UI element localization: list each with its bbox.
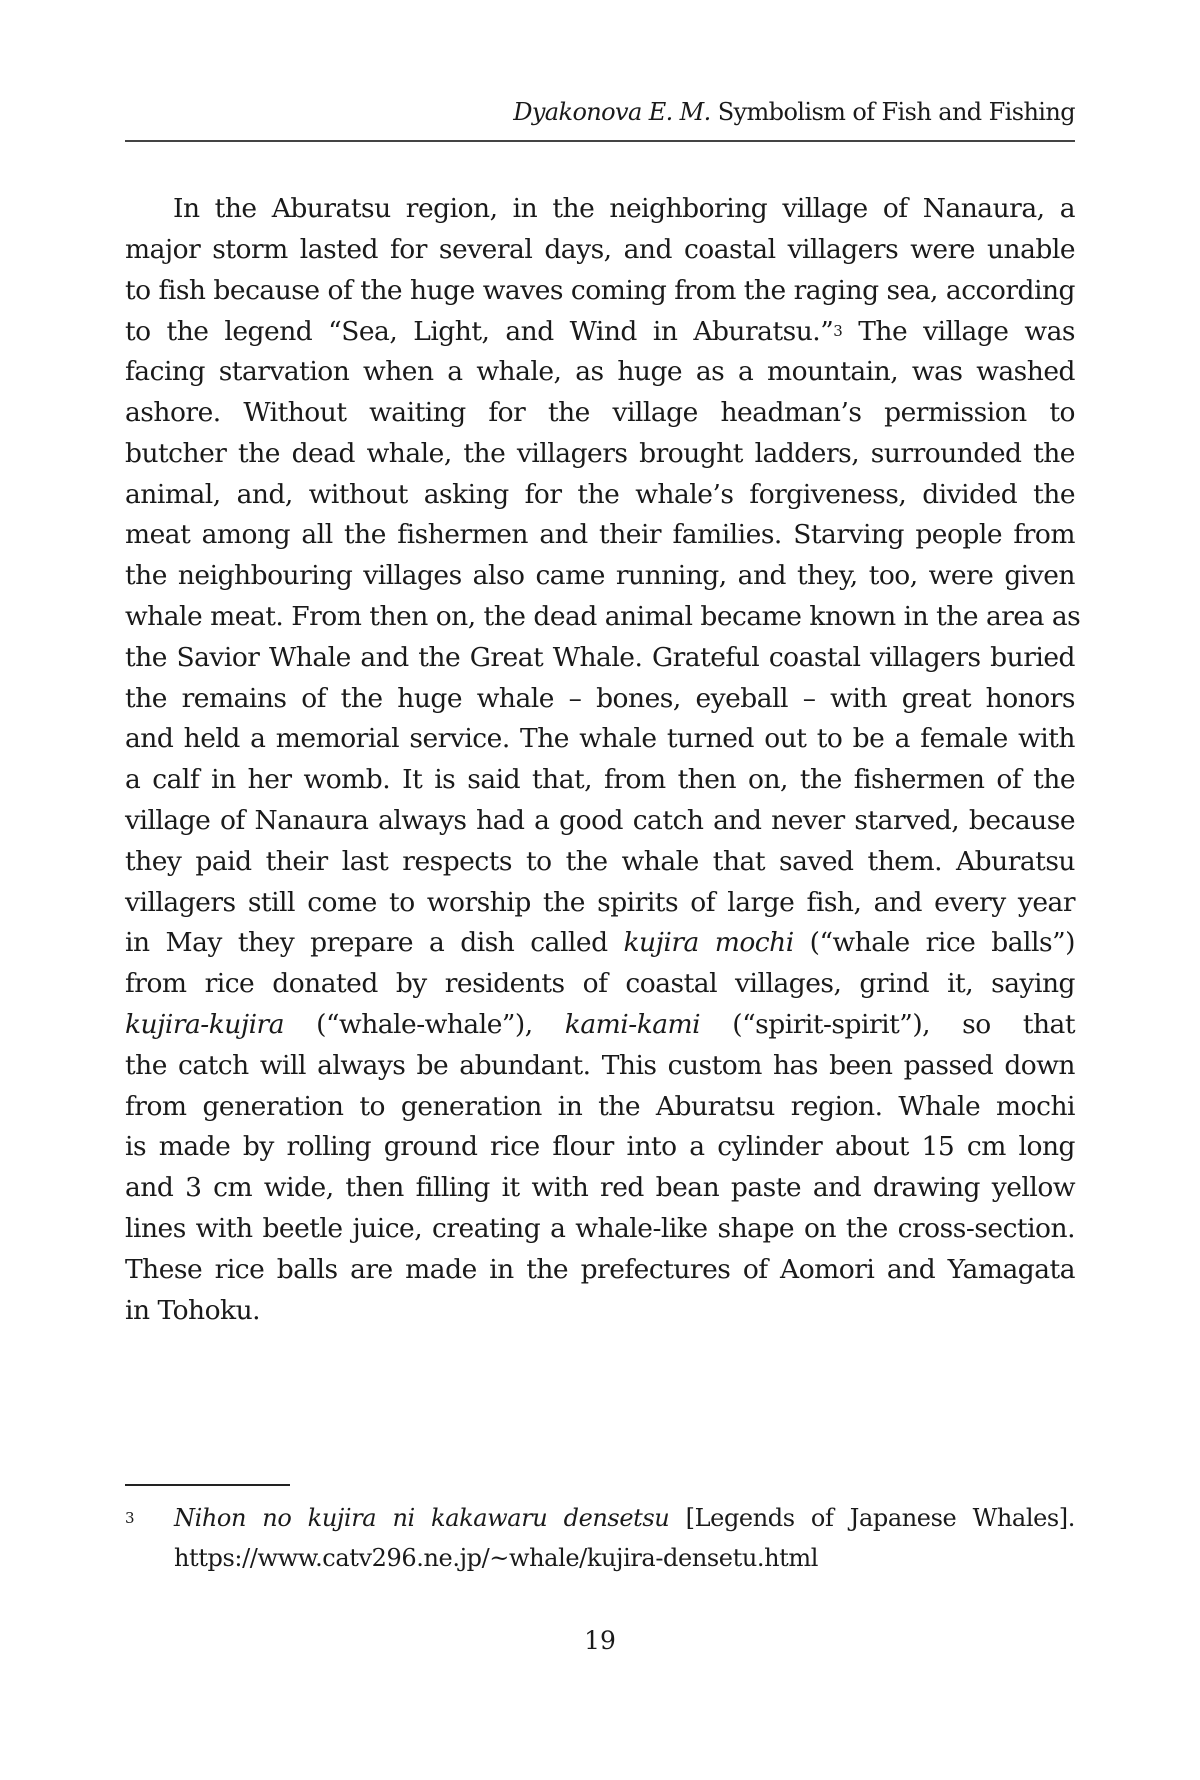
body-text	[125, 189, 1081, 1331]
italic-term: kami-kami	[564, 1008, 701, 1040]
text-segment: the catch will always be abundant. This custom has been passed down	[125, 1049, 1075, 1081]
text-segment: to the legend “Sea, Light, and Wind in Aburatsu.”	[125, 316, 834, 348]
text-line	[125, 801, 1075, 842]
footnote-number: 3	[125, 1509, 135, 1527]
text-line	[125, 1005, 1075, 1046]
text-segment: is made by rolling ground rice flour into a cylinder about 15 cm long	[125, 1131, 1075, 1163]
text-line	[125, 964, 1075, 1005]
text-line	[125, 475, 1075, 516]
footnote	[125, 1498, 1075, 1578]
text-segment: The village was	[842, 316, 1075, 348]
text-segment: and held a memorial service. The whale turned out to be a female with	[125, 723, 1075, 755]
text-line	[125, 311, 1075, 352]
text-segment: in May they prepare a dish called	[125, 927, 624, 959]
text-line	[125, 189, 1075, 230]
header-rule	[125, 140, 1075, 142]
text-line	[125, 1209, 1075, 1250]
text-segment: animal, and, without asking for the whale’s forgiveness, divided the	[125, 478, 1075, 510]
text-line	[125, 271, 1075, 312]
text-segment: villagers still come to worship the spirits of large fish, and every year	[125, 886, 1075, 918]
footnote-translation: [Legends of Japanese Whales].	[685, 1504, 1076, 1532]
header-author: Dyakonova E. M.	[513, 98, 711, 126]
text-line	[125, 1046, 1075, 1087]
text-line	[125, 1250, 1075, 1291]
text-segment: village of Nanaura always had a good catch and never starved, because	[125, 804, 1075, 836]
text-segment: meat among all the fishermen and their families. Starving people from	[125, 519, 1075, 551]
text-segment: the neighbouring villages also came running, and they, too, were given	[125, 560, 1075, 592]
footnote-citation	[174, 1498, 1075, 1538]
italic-term: kujira-kujira	[125, 1008, 285, 1040]
text-segment: ashore. Without waiting for the village headman’s permission to	[125, 396, 1075, 428]
text-line	[125, 556, 1075, 597]
text-segment: from generation to generation in the Aburatsu region. Whale mochi	[125, 1090, 1075, 1122]
text-segment: (“whale-whale”),	[284, 1008, 565, 1040]
running-header	[125, 98, 1075, 126]
text-line	[125, 719, 1075, 760]
text-line	[125, 638, 1075, 679]
text-segment: lines with beetle juice, creating a whale-like shape on the cross-section.	[125, 1212, 1075, 1244]
footnote-ref[interactable]: 3	[833, 322, 843, 341]
text-segment: butcher the dead whale, the villagers brought ladders, surrounded the	[125, 437, 1075, 469]
text-line	[125, 597, 1081, 638]
text-segment: to fish because of the huge waves coming from the raging sea, according	[125, 274, 1075, 306]
text-line	[125, 434, 1075, 475]
text-line	[125, 393, 1075, 434]
footnote-title: Nihon no kujira ni kakawaru densetsu	[174, 1504, 670, 1532]
text-segment: in Tohoku.	[125, 1294, 261, 1326]
text-segment: and 3 cm wide, then filling it with red bean paste and drawing yellow	[125, 1172, 1075, 1204]
text-segment: whale meat. From then on, the dead animal became known in the area as	[125, 600, 1081, 632]
text-line	[125, 679, 1075, 720]
text-line	[125, 1127, 1075, 1168]
page-number: 19	[584, 1626, 616, 1655]
text-line	[125, 1168, 1075, 1209]
text-line	[125, 760, 1075, 801]
footnote-url[interactable]: https://www.catv296.ne.jp/~whale/kujira-densetu.html	[174, 1544, 819, 1572]
text-segment: the Savior Whale and the Great Whale. Grateful coastal villagers buried	[125, 641, 1075, 673]
text-segment: from rice donated by residents of coastal villages, grind it, saying	[125, 968, 1075, 1000]
header-title: Symbolism of Fish and Fishing	[717, 98, 1075, 126]
text-line	[125, 352, 1075, 393]
text-line	[125, 515, 1075, 556]
text-segment: These rice balls are made in the prefectures of Aomori and Yamagata	[125, 1253, 1075, 1285]
text-line	[125, 1087, 1075, 1128]
text-segment: (“whale rice balls”)	[793, 927, 1075, 959]
footnote-rule	[125, 1484, 290, 1486]
text-segment: the remains of the huge whale – bones, eyeball – with great honors	[125, 682, 1075, 714]
text-segment: major storm lasted for several days, and coastal villagers were unable	[125, 233, 1075, 265]
text-line	[125, 923, 1075, 964]
text-line	[125, 883, 1075, 924]
text-segment: they paid their last respects to the whale that saved them. Aburatsu	[125, 845, 1075, 877]
italic-term: kujira mochi	[623, 927, 794, 959]
text-line	[125, 842, 1075, 883]
text-segment: facing starvation when a whale, as huge as a mountain, was washed	[125, 356, 1075, 388]
text-segment: In the Aburatsu region, in the neighboring village of Nanaura, a	[173, 193, 1075, 224]
text-line	[125, 230, 1075, 271]
text-line	[125, 1291, 1075, 1332]
text-segment: (“spirit-spirit”), so that	[700, 1008, 1075, 1040]
text-segment: a calf in her womb. It is said that, from then on, the fishermen of the	[125, 764, 1075, 796]
